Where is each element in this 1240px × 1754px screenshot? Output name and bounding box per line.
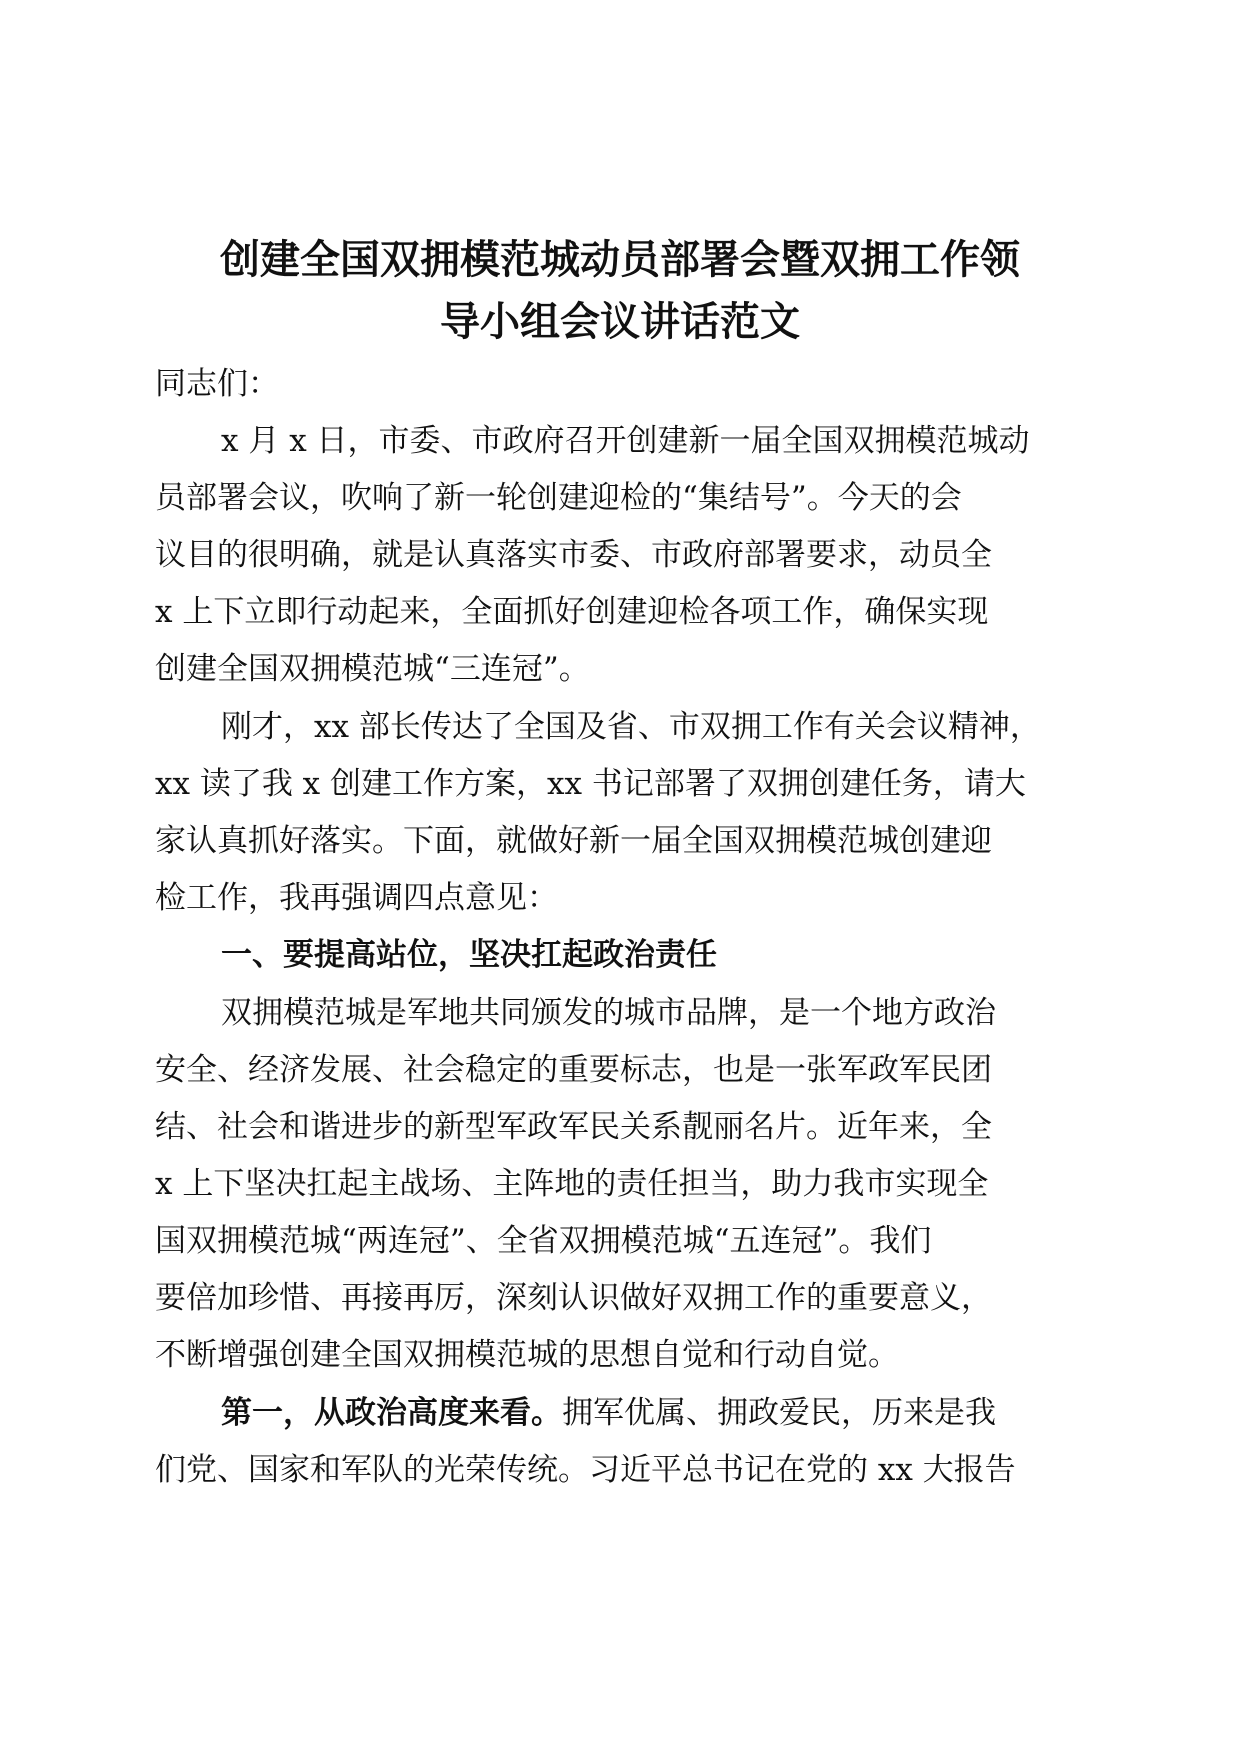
paragraph-4-lead-in: 第一，从政治高度来看。 — [221, 1395, 562, 1431]
paragraph-3-line-5: 国双拥模范城“两连冠”、全省双拥模范城“五连冠”。我们 — [155, 1223, 932, 1259]
paragraph-1-line-2: 员部署会议，吹响了新一轮创建迎检的“集结号”。今天的会 — [155, 480, 962, 516]
paragraph-1-line-4: x 上下立即行动起来，全面抓好创建迎检各项工作，确保实现 — [155, 594, 989, 630]
paragraph-1-line-1: x 月 x 日，市委、市政府召开创建新一届全国双拥模范城动 — [221, 423, 1030, 459]
paragraph-3-line-1: 双拥模范城是军地共同颁发的城市品牌，是一个地方政治 — [221, 995, 996, 1031]
paragraph-2-line-3: 家认真抓好落实。下面，就做好新一届全国双拥模范城创建迎 — [155, 823, 992, 859]
paragraph-3-line-2: 安全、经济发展、社会稳定的重要标志，也是一张军政军民团 — [155, 1052, 992, 1088]
paragraph-2-line-4: 检工作，我再强调四点意见： — [155, 880, 558, 916]
paragraph-2-line-1: 刚才，xx 部长传达了全国及省、市双拥工作有关会议精神， — [221, 709, 1041, 745]
paragraph-3-line-6: 要倍加珍惜、再接再厉，深刻认识做好双拥工作的重要意义， — [155, 1280, 992, 1316]
document-title-line-1: 创建全国双拥模范城动员部署会暨双拥工作领 — [220, 237, 1020, 283]
section-heading-1: 一、要提高站位，坚决扛起政治责任 — [221, 937, 717, 973]
paragraph-1-line-3: 议目的很明确，就是认真落实市委、市政府部署要求，动员全 — [155, 537, 992, 573]
paragraph-1-line-5: 创建全国双拥模范城“三连冠”。 — [155, 651, 590, 687]
paragraph-4-line-1-rest: 拥军优属、拥政爱民，历来是我 — [562, 1395, 996, 1431]
paragraph-3-line-7: 不断增强创建全国双拥模范城的思想自觉和行动自觉。 — [155, 1337, 899, 1373]
paragraph-3-line-4: x 上下坚决扛起主战场、主阵地的责任担当，助力我市实现全 — [155, 1166, 989, 1202]
document-title-line-2: 导小组会议讲话范文 — [440, 299, 800, 345]
paragraph-4-line-2: 们党、国家和军队的光荣传统。习近平总书记在党的 xx 大报告 — [155, 1452, 1016, 1488]
salutation: 同志们： — [155, 366, 279, 402]
paragraph-3-line-3: 结、社会和谐进步的新型军政军民关系靓丽名片。近年来，全 — [155, 1109, 992, 1145]
paragraph-4-line-1 — [221, 1393, 996, 1433]
paragraph-2-line-2: xx 读了我 x 创建工作方案，xx 书记部署了双拥创建任务，请大 — [155, 766, 1026, 802]
